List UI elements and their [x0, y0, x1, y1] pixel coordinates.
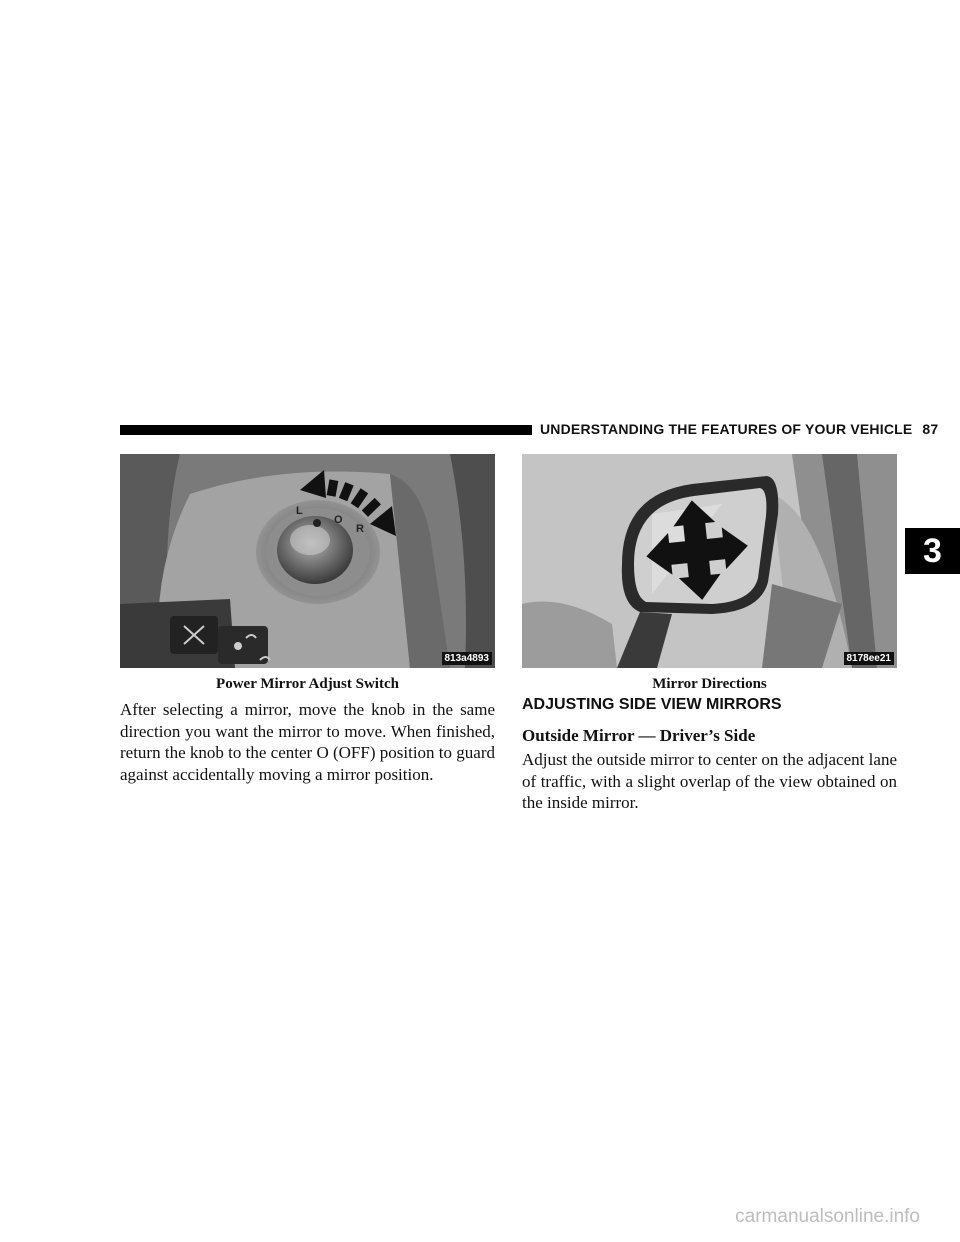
figure-code: 8178ee21 [844, 652, 895, 665]
running-header [540, 421, 938, 437]
section-heading: ADJUSTING SIDE VIEW MIRRORS [522, 696, 782, 713]
figure-caption: Power Mirror Adjust Switch [216, 676, 399, 692]
page-number: 87 [922, 421, 939, 437]
body-paragraph: Adjust the outside mirror to center on the adjacent lane of traffic, with a slight overlap of the view obtained on the inside mirror. [522, 750, 897, 812]
mirror-directions-illustration [522, 454, 897, 668]
sub-heading: Outside Mirror — Driver’s Side [522, 726, 756, 745]
watermark: carmanualsonline.info [735, 1206, 920, 1227]
switch-label-left: L [296, 505, 303, 517]
switch-label-center: O [334, 514, 343, 526]
figure-caption: Mirror Directions [652, 676, 767, 692]
header-rule [120, 425, 532, 435]
header-title: UNDERSTANDING THE FEATURES OF YOUR VEHICLE [540, 421, 913, 437]
lock-icon [234, 642, 242, 650]
power-mirror-switch-figure [120, 454, 495, 668]
switch-label-right: R [356, 523, 364, 535]
mirror-directions-figure [522, 454, 897, 668]
chapter-tab: 3 [905, 528, 960, 574]
figure-code: 813a4893 [442, 652, 493, 665]
body-paragraph: After selecting a mirror, move the knob in the same direction you want the mirror to move. When finished, return the knob to the center O (OFF) position to guard against accidentally moving a mirror position. [120, 700, 495, 784]
power-mirror-switch-illustration [120, 454, 495, 668]
